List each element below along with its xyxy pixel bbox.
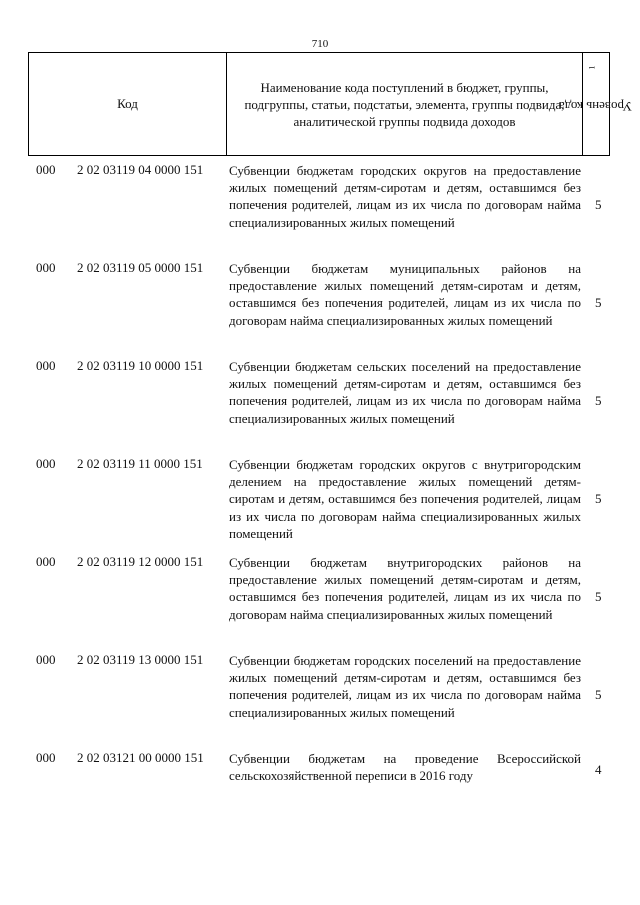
- row-code: 2 02 03119 05 0000 151: [77, 260, 204, 275]
- row-code: 2 02 03119 04 0000 151: [77, 162, 204, 177]
- table-row: [0, 358, 640, 456]
- row-level: 4: [595, 762, 602, 777]
- row-level: 5: [595, 491, 602, 506]
- row-name: Субвенции бюджетам муниципальных районов на предоставление жилых помещений детям-сиротам и детям, оставшимся без попечения родителей, лицам из их числа по договорам найма специализированных жилых помещений: [229, 261, 581, 328]
- row-code: 2 02 03119 10 0000 151: [77, 358, 204, 373]
- row-name: Субвенции бюджетам внутригородских районов на предоставление жилых помещений детям-сиротам и детям, оставшимся без попечения родителей, лицам из их числа по договорам найма специализированных жилых помещений: [229, 555, 581, 622]
- table-header: [28, 52, 633, 156]
- row-prefix: 000: [36, 554, 56, 569]
- row-prefix: 000: [36, 652, 56, 667]
- header-name: Наименование кода поступлений в бюджет, группы, подгруппы, статьи, подстатьи, элемента, группы подвида, аналитической группы подвида доходов: [227, 53, 583, 155]
- row-code: 2 02 03121 00 0000 151: [77, 750, 204, 765]
- header-code: Код: [29, 53, 227, 155]
- row-level: 5: [595, 687, 602, 702]
- table-body: [0, 162, 640, 848]
- row-prefix: 000: [36, 456, 56, 471]
- page-number: 710: [311, 38, 329, 50]
- row-code: 2 02 03119 11 0000 151: [77, 456, 203, 471]
- table-row: [0, 162, 640, 260]
- table-row: [0, 456, 640, 554]
- table-row: [0, 750, 640, 848]
- row-level: 5: [595, 393, 602, 408]
- row-name: Субвенции бюджетам городских поселений на предоставление жилых помещений детям-сиротам и детям, оставшимся без попечения родителей, лицам из их числа по договорам найма специализированных жилых помещений: [229, 653, 581, 720]
- row-code: 2 02 03119 13 0000 151: [77, 652, 204, 667]
- row-prefix: 000: [36, 162, 56, 177]
- row-level: 5: [595, 197, 602, 212]
- row-name: Субвенции бюджетам городских округов с внутригородским делением на предоставление жилых помещений детям-сиротам и детям, оставшимся без попечения родителей, лицам из их числа по договорам найма специализированных жилых помещений: [229, 457, 581, 541]
- table-row: [0, 554, 640, 652]
- table-row: [0, 260, 640, 358]
- header-level-label: Уровень кода: [559, 98, 633, 114]
- header-level: [559, 53, 633, 155]
- row-level: 5: [595, 589, 602, 604]
- table-row: [0, 652, 640, 750]
- header-level-footnote: 1: [587, 65, 597, 70]
- row-prefix: 000: [36, 260, 56, 275]
- row-name: Субвенции бюджетам городских округов на предоставление жилых помещений детям-сиротам и детям, оставшимся без попечения родителей, лицам из их числа по договорам найма специализированных жилых помещений: [229, 163, 581, 230]
- row-prefix: 000: [36, 358, 56, 373]
- row-name: Субвенции бюджетам сельских поселений на предоставление жилых помещений детям-сиротам и детям, оставшимся без попечения родителей, лицам из их числа по договорам найма специализированных жилых помещений: [229, 359, 581, 426]
- row-code: 2 02 03119 12 0000 151: [77, 554, 204, 569]
- row-level: 5: [595, 295, 602, 310]
- row-name: Субвенции бюджетам на проведение Всероссийской сельскохозяйственной переписи в 2016 году: [229, 751, 581, 784]
- row-prefix: 000: [36, 750, 56, 765]
